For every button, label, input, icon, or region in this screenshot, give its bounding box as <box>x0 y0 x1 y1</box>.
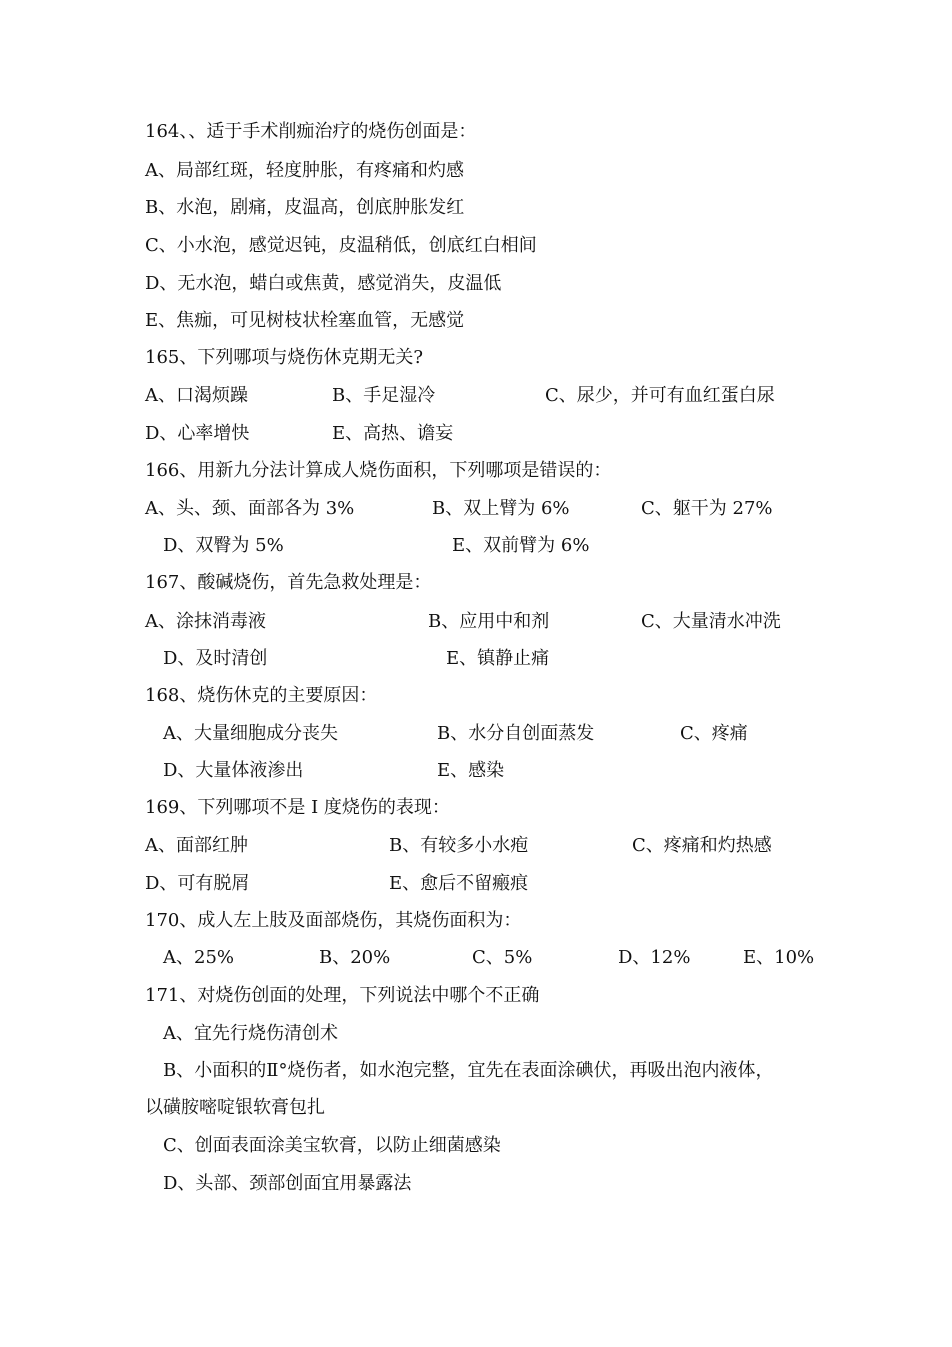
option-a: A、大量细胞成分丧失 <box>163 723 338 744</box>
option-e: E、焦痂，可见树枝状栓塞血管，无感觉 <box>145 310 465 331</box>
option-b: B、有较多小水疱 <box>389 835 529 856</box>
option-d: D、无水泡，蜡白或焦黄，感觉消失，皮温低 <box>145 273 502 294</box>
option-e: E、高热、谵妄 <box>332 423 454 444</box>
option-line <box>0 189 952 226</box>
option-b: B、水分自创面蒸发 <box>437 723 595 744</box>
option-b: B、应用中和剂 <box>428 611 550 632</box>
option-line <box>0 152 952 189</box>
option-d: D、12% <box>618 947 691 968</box>
question-171 <box>0 977 952 1014</box>
option-d: D、及时清创 <box>163 648 268 669</box>
option-e: E、10% <box>743 947 815 968</box>
option-line <box>0 415 952 452</box>
option-line <box>0 865 952 902</box>
option-c: C、疼痛 <box>680 723 748 744</box>
option-e: E、愈后不留瘢痕 <box>389 873 529 894</box>
option-line <box>0 827 952 864</box>
question-170 <box>0 902 952 939</box>
option-b-continued: 以磺胺嘧啶银软膏包扎 <box>145 1097 325 1118</box>
option-line <box>0 603 952 640</box>
option-a: A、局部红斑，轻度肿胀，有疼痛和灼感 <box>145 160 464 181</box>
question-stem: 165、下列哪项与烧伤休克期无关? <box>145 347 424 368</box>
option-b: B、小面积的Ⅱ°烧伤者，如水泡完整，宜先在表面涂碘伏，再吸出泡内液体， <box>163 1060 774 1081</box>
option-e: E、双前臂为 6% <box>452 535 590 556</box>
option-d: D、双臀为 5% <box>163 535 284 556</box>
option-b: B、水泡，剧痛，皮温高，创底肿胀发红 <box>145 197 465 218</box>
option-line <box>0 1052 952 1089</box>
option-e: E、镇静止痛 <box>446 648 550 669</box>
question-165 <box>0 339 952 376</box>
option-a: A、25% <box>163 947 235 968</box>
option-line <box>0 1015 952 1052</box>
option-c: C、5% <box>472 947 533 968</box>
question-169 <box>0 789 952 826</box>
option-c: C、创面表面涂美宝软膏，以防止细菌感染 <box>163 1135 501 1156</box>
question-stem: 170、成人左上肢及面部烧伤，其烧伤面积为： <box>145 910 522 931</box>
option-line <box>0 377 952 414</box>
option-a: A、宜先行烧伤清创术 <box>163 1023 338 1044</box>
question-stem: 169、下列哪项不是 I 度烧伤的表现： <box>145 797 450 818</box>
option-line-continued <box>0 1089 952 1126</box>
option-line <box>0 1165 952 1202</box>
option-line <box>0 752 952 789</box>
option-c: C、疼痛和灼热感 <box>632 835 772 856</box>
option-d: D、大量体液渗出 <box>163 760 304 781</box>
option-line <box>0 527 952 564</box>
option-c: C、躯干为 27% <box>641 498 773 519</box>
option-e: E、感染 <box>437 760 505 781</box>
question-stem: 166、用新九分法计算成人烧伤面积，下列哪项是错误的： <box>145 460 612 481</box>
option-line <box>0 265 952 302</box>
option-line <box>0 640 952 677</box>
option-line <box>0 302 952 339</box>
option-line <box>0 490 952 527</box>
option-b: B、双上臂为 6% <box>432 498 570 519</box>
question-167 <box>0 564 952 601</box>
question-stem: 164、、适于手术削痂治疗的烧伤创面是： <box>145 121 477 142</box>
option-b: B、手足湿冷 <box>332 385 436 406</box>
option-line <box>0 715 952 752</box>
question-stem: 171、对烧伤创面的处理，下列说法中哪个不正确 <box>145 985 540 1006</box>
option-d: D、心率增快 <box>145 423 250 444</box>
option-a: A、口渴烦躁 <box>145 385 248 406</box>
option-c: C、小水泡，感觉迟钝，皮温稍低，创底红白相间 <box>145 235 537 256</box>
option-line <box>0 939 952 976</box>
option-line <box>0 227 952 264</box>
option-a: A、面部红肿 <box>145 835 248 856</box>
option-c: C、大量清水冲洗 <box>641 611 781 632</box>
option-c: C、尿少，并可有血红蛋白尿 <box>545 385 775 406</box>
question-168 <box>0 677 952 714</box>
option-d: D、可有脱屑 <box>145 873 250 894</box>
option-d: D、头部、颈部创面宜用暴露法 <box>163 1173 412 1194</box>
question-stem: 167、酸碱烧伤，首先急救处理是： <box>145 572 432 593</box>
question-164 <box>0 113 952 150</box>
option-line <box>0 1127 952 1164</box>
option-a: A、涂抹消毒液 <box>145 611 266 632</box>
option-b: B、20% <box>319 947 391 968</box>
option-a: A、头、颈、面部各为 3% <box>145 498 355 519</box>
question-166 <box>0 452 952 489</box>
question-stem: 168、烧伤休克的主要原因： <box>145 685 378 706</box>
